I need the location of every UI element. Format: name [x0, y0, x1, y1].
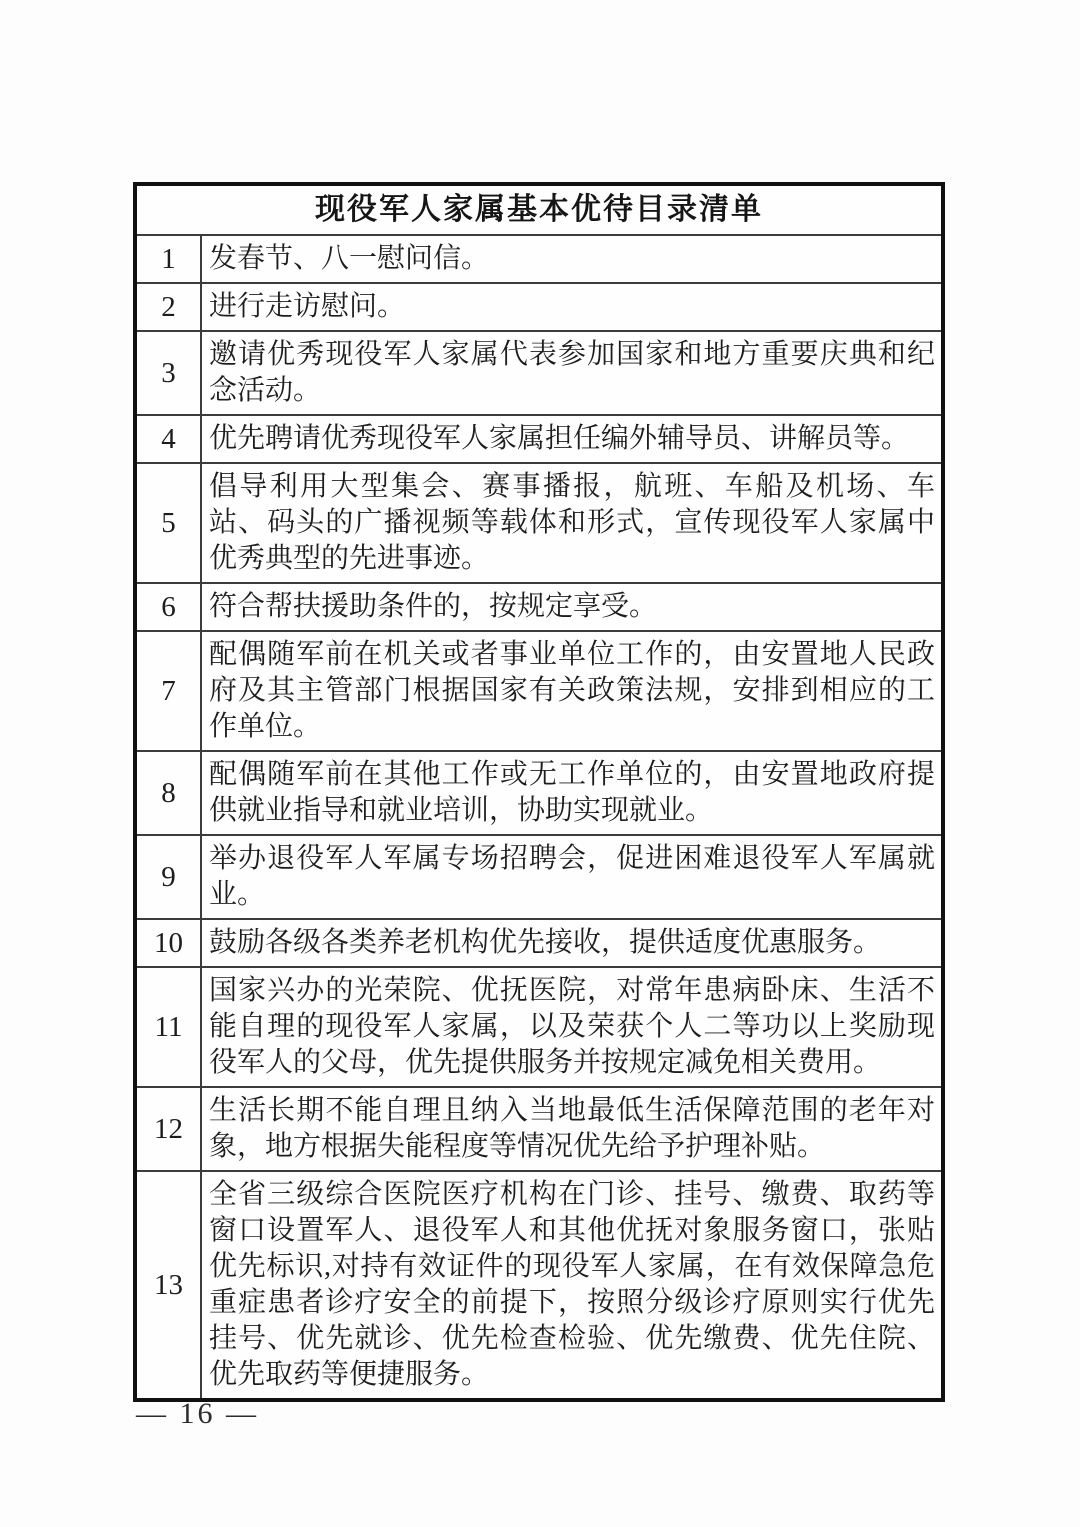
table-row	[135, 283, 943, 331]
row-text: 邀请优秀现役军人家属代表参加国家和地方重要庆典和纪念活动。	[201, 331, 943, 415]
page-number: — 16 —	[136, 1397, 259, 1430]
table-row	[135, 1087, 943, 1171]
table-row	[135, 751, 943, 835]
row-number: 3	[135, 331, 201, 415]
row-text: 进行走访慰问。	[201, 283, 943, 331]
row-number: 1	[135, 235, 201, 283]
table-row	[135, 919, 943, 967]
row-number: 7	[135, 631, 201, 751]
row-number: 5	[135, 463, 201, 583]
row-text: 全省三级综合医院医疗机构在门诊、挂号、缴费、取药等窗口设置军人、退役军人和其他优抚对象服务窗口，张贴优先标识,对持有效证件的现役军人家属，在有效保障急危重症患者诊疗安全的前提下，按照分级诊疗原则实行优先挂号、优先就诊、优先检查检验、优先缴费、优先住院、优先取药等便捷服务。	[201, 1171, 943, 1400]
benefit-catalog-table	[133, 182, 945, 1402]
row-number: 6	[135, 583, 201, 631]
table-row	[135, 415, 943, 463]
row-number: 12	[135, 1087, 201, 1171]
table-row	[135, 1171, 943, 1400]
row-number: 4	[135, 415, 201, 463]
table-row	[135, 631, 943, 751]
row-number: 8	[135, 751, 201, 835]
row-text: 发春节、八一慰问信。	[201, 235, 943, 283]
table-body	[135, 235, 943, 1400]
row-text: 举办退役军人军属专场招聘会，促进困难退役军人军属就业。	[201, 835, 943, 919]
row-text: 符合帮扶援助条件的，按规定享受。	[201, 583, 943, 631]
row-text: 生活长期不能自理且纳入当地最低生活保障范围的老年对象，地方根据失能程度等情况优先给予护理补贴。	[201, 1087, 943, 1171]
table-row	[135, 463, 943, 583]
row-text: 优先聘请优秀现役军人家属担任编外辅导员、讲解员等。	[201, 415, 943, 463]
row-text: 配偶随军前在其他工作或无工作单位的，由安置地政府提供就业指导和就业培训，协助实现就业。	[201, 751, 943, 835]
row-number: 10	[135, 919, 201, 967]
row-text: 鼓励各级各类养老机构优先接收，提供适度优惠服务。	[201, 919, 943, 967]
table-row	[135, 331, 943, 415]
table-row	[135, 967, 943, 1087]
table-row	[135, 235, 943, 283]
table-row	[135, 835, 943, 919]
table-row	[135, 583, 943, 631]
table-title: 现役军人家属基本优待目录清单	[135, 184, 943, 235]
row-number: 2	[135, 283, 201, 331]
row-text: 配偶随军前在机关或者事业单位工作的，由安置地人民政府及其主管部门根据国家有关政策法规，安排到相应的工作单位。	[201, 631, 943, 751]
row-number: 13	[135, 1171, 201, 1400]
table-title-row	[135, 184, 943, 235]
row-text: 国家兴办的光荣院、优抚医院，对常年患病卧床、生活不能自理的现役军人家属，以及荣获个人二等功以上奖励现役军人的父母，优先提供服务并按规定减免相关费用。	[201, 967, 943, 1087]
row-number: 9	[135, 835, 201, 919]
row-number: 11	[135, 967, 201, 1087]
row-text: 倡导利用大型集会、赛事播报，航班、车船及机场、车站、码头的广播视频等载体和形式，宣传现役军人家属中优秀典型的先进事迹。	[201, 463, 943, 583]
